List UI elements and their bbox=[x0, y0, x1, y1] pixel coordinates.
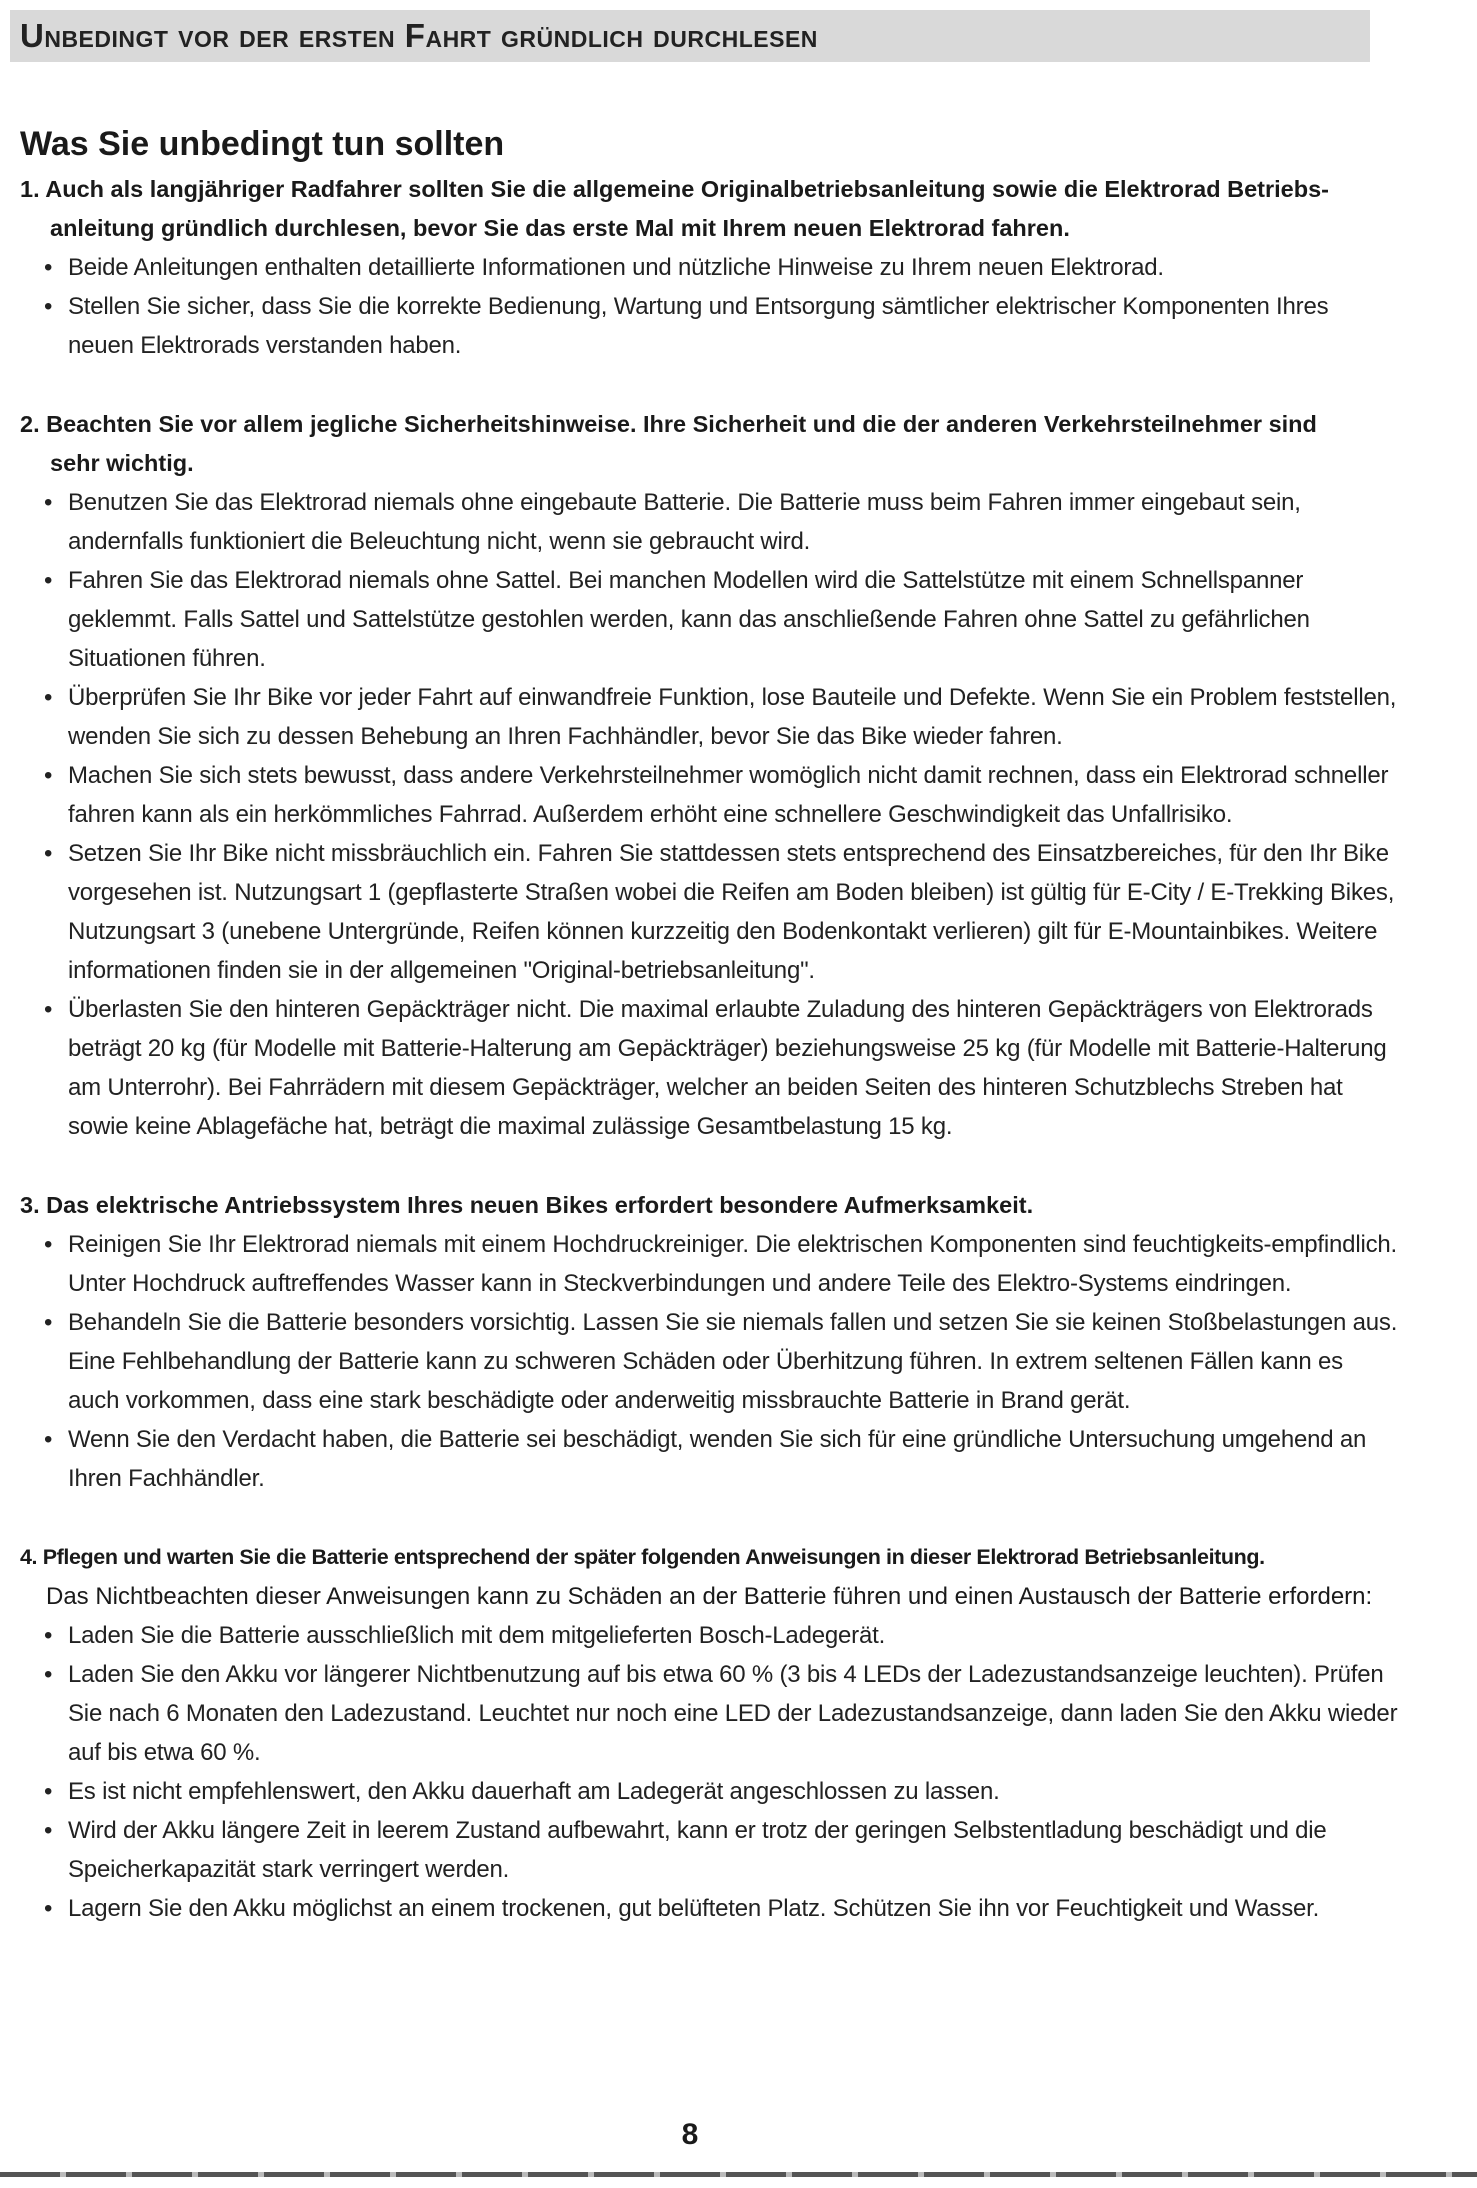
list-item: • Reinigen Sie Ihr Elektrorad niemals mit einem Hochdruckreiniger. Die elektrischen Komponenten sind feuchtigkeits-empfindlich. Unter Hochdruck auftreffendes Wasser kann in Steckverbindungen und andere Teile des Elektro-Systems eindringen. bbox=[42, 1225, 1400, 1303]
section-heading bbox=[20, 1186, 1400, 1225]
list-item: • Setzen Sie Ihr Bike nicht missbräuchlich ein. Fahren Sie stattdessen stets entsprechend des Einsatzbereiches, für den Ihr Bike vorgesehen ist. Nutzungsart 1 (gepflasterte Straßen wobei die Reifen am Boden bleiben) ist gültig für E-City / E-Trekking Bikes, Nutzungsart 3 (unebene Untergründe, Reifen können kurzzeitig den Bodenkontakt verlieren) gilt für E-Mountainbikes. Weitere informationen finden sie in der allgemeinen "Original-betriebsanleitung". bbox=[42, 834, 1400, 990]
section-heading bbox=[20, 405, 1400, 483]
section-heading bbox=[20, 170, 1400, 248]
list-item: • Behandeln Sie die Batterie besonders vorsichtig. Lassen Sie sie niemals fallen und setzen Sie sie keinen Stoßbelastungen aus. Eine Fehlbehandlung der Batterie kann zu schweren Schäden oder Überhitzung führen. In extrem seltenen Fällen kann es auch vorkommen, dass eine stark beschädigte oder anderweitig missbrauchte Batterie in Brand gerät. bbox=[42, 1303, 1400, 1420]
list-item: • Es ist nicht empfehlenswert, den Akku dauerhaft am Ladegerät angeschlossen zu lassen. bbox=[42, 1772, 1400, 1811]
section-heading-line: sehr wichtig. bbox=[50, 450, 194, 476]
bullet-list bbox=[20, 1616, 1400, 1928]
section-2 bbox=[20, 405, 1400, 1146]
page-number: 8 bbox=[681, 2118, 699, 2151]
list-item: • Fahren Sie das Elektrorad niemals ohne Sattel. Bei manchen Modellen wird die Sattelstütze mit einem Schnellspanner geklemmt. Falls Sattel und Sattelstütze gestohlen werden, kann das anschließende Fahren ohne Sattel zu gefährlichen Situationen führen. bbox=[42, 561, 1400, 678]
list-item: • Lagern Sie den Akku möglichst an einem trockenen, gut belüfteten Platz. Schützen Sie ihn vor Feuchtigkeit und Wasser. bbox=[42, 1889, 1400, 1928]
list-item: • Beide Anleitungen enthalten detaillierte Informationen und nützliche Hinweise zu Ihrem neuen Elektrorad. bbox=[42, 248, 1400, 287]
list-item: • Wenn Sie den Verdacht haben, die Batterie sei beschädigt, wenden Sie sich für eine gründliche Untersuchung umgehend an Ihren Fachhändler. bbox=[42, 1420, 1400, 1498]
section-4 bbox=[20, 1538, 1400, 1928]
bullet-list bbox=[20, 483, 1400, 1146]
list-item: • Überlasten Sie den hinteren Gepäckträger nicht. Die maximal erlaubte Zuladung des hinteren Gepäckträgers von Elektrorads beträgt 20 kg (für Modelle mit Batterie-Halterung am Gepäckträger) beziehungsweise 25 kg (für Modelle mit Batterie-Halterung am Unterrohr). Bei Fahrrädern mit diesem Gepäckträger, welcher an beiden Seiten des hinteren Schutzblechs Streben hat sowie keine Ablagefäche hat, beträgt die maximal zulässige Gesamtbelastung 15 kg. bbox=[42, 990, 1400, 1146]
list-item: • Benutzen Sie das Elektrorad niemals ohne eingebaute Batterie. Die Batterie muss beim Fahren immer eingebaut sein, andernfalls funktioniert die Beleuchtung nicht, wenn sie gebraucht wird. bbox=[42, 483, 1400, 561]
section-heading-line: 2. Beachten Sie vor allem jegliche Sicherheitshinweise. Ihre Sicherheit und die der anderen Verkehrsteilnehmer sind bbox=[20, 411, 1317, 437]
page-content bbox=[20, 125, 1400, 1968]
bullet-list bbox=[20, 248, 1400, 365]
section-heading-line: 1. Auch als langjähriger Radfahrer sollten Sie die allgemeine Originalbetriebsanleitung sowie die Elektrorad Betriebs- bbox=[20, 176, 1329, 202]
list-item: • Wird der Akku längere Zeit in leerem Zustand aufbewahrt, kann er trotz der geringen Selbstentladung beschädigt und die Speicherkapazität stark verringert werden. bbox=[42, 1811, 1400, 1889]
header-title: Unbedingt vor der ersten Fahrt gründlich durchlesen bbox=[20, 17, 818, 54]
section-intro: Das Nichtbeachten dieser Anweisungen kann zu Schäden an der Batterie führen und einen Austausch der Batterie erfordern: bbox=[46, 1583, 1373, 1610]
section-1 bbox=[20, 170, 1400, 365]
section-heading-line: 3. Das elektrische Antriebssystem Ihres neuen Bikes erfordert besondere Aufmerksamkeit. bbox=[20, 1192, 1034, 1218]
footer-divider bbox=[0, 2172, 1477, 2177]
section-3 bbox=[20, 1186, 1400, 1498]
section-heading-line: 4. Pflegen und warten Sie die Batterie entsprechend der später folgenden Anweisungen in dieser Elektrorad Betriebsanleitung. bbox=[20, 1545, 1265, 1569]
section-heading-line: anleitung gründlich durchlesen, bevor Sie das erste Mal mit Ihrem neuen Elektrorad fahren. bbox=[50, 215, 1070, 241]
header-bar bbox=[10, 10, 1370, 62]
list-item: • Stellen Sie sicher, dass Sie die korrekte Bedienung, Wartung und Entsorgung sämtlicher elektrischer Komponenten Ihres neuen Elektrorads verstanden haben. bbox=[42, 287, 1400, 365]
list-item: • Laden Sie die Batterie ausschließlich mit dem mitgelieferten Bosch-Ladegerät. bbox=[42, 1616, 1400, 1655]
bullet-list bbox=[20, 1225, 1400, 1498]
list-item: • Überprüfen Sie Ihr Bike vor jeder Fahrt auf einwandfreie Funktion, lose Bauteile und Defekte. Wenn Sie ein Problem feststellen, wenden Sie sich zu dessen Behebung an Ihren Fachhändler, bevor Sie das Bike wieder fahren. bbox=[42, 678, 1400, 756]
section-heading bbox=[20, 1538, 1400, 1577]
page-title: Was Sie unbedingt tun sollten bbox=[20, 125, 505, 163]
list-item: • Machen Sie sich stets bewusst, dass andere Verkehrsteilnehmer womöglich nicht damit rechnen, dass ein Elektrorad schneller fahren kann als ein herkömmliches Fahrrad. Außerdem erhöht eine schnellere Geschwindigkeit das Unfallrisiko. bbox=[42, 756, 1400, 834]
list-item: • Laden Sie den Akku vor längerer Nichtbenutzung auf bis etwa 60 % (3 bis 4 LEDs der Ladezustandsanzeige leuchten). Prüfen Sie nach 6 Monaten den Ladezustand. Leuchtet nur noch eine LED der Ladezustandsanzeige, dann laden Sie den Akku wieder auf bis etwa 60 %. bbox=[42, 1655, 1400, 1772]
